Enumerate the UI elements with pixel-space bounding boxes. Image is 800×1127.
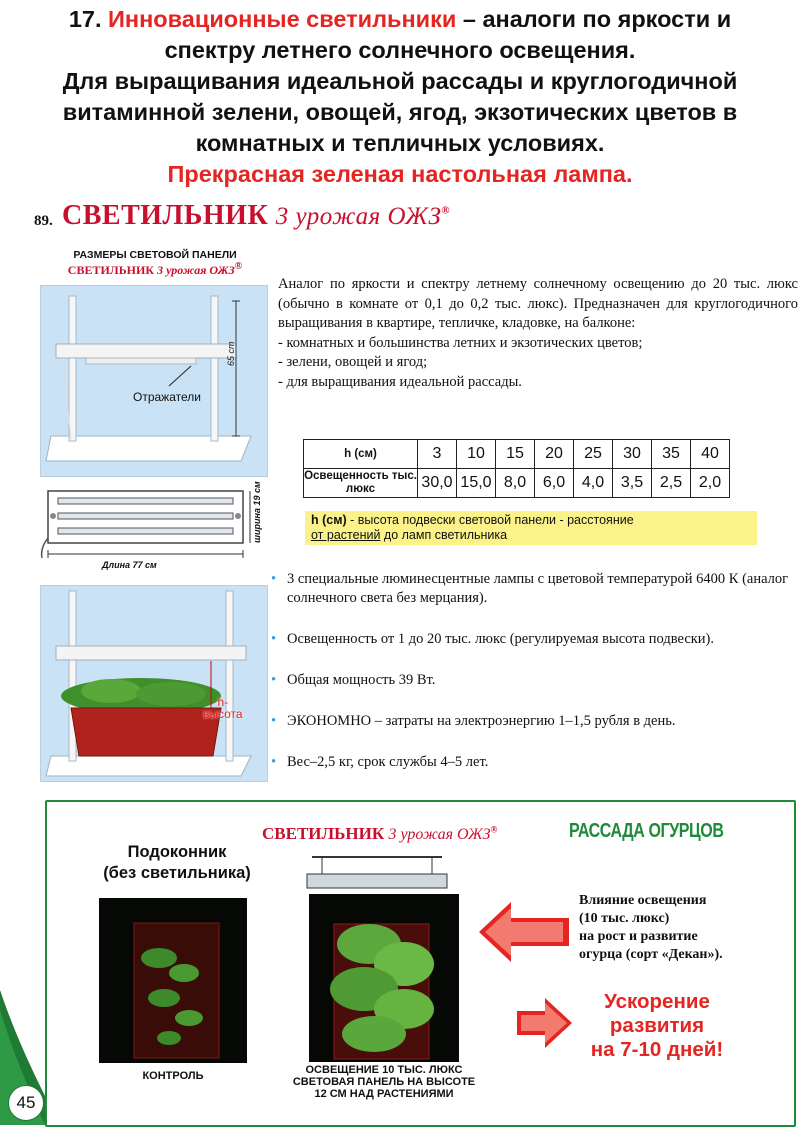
product-name-caps: СВЕТИЛЬНИК	[62, 200, 269, 231]
table-cell: 4,0	[574, 469, 613, 498]
table-header-illumination: Освещенность тыс. люкс	[304, 469, 418, 498]
lamp-illustration	[41, 286, 267, 476]
header-line-1	[0, 4, 800, 35]
table-cell: 25	[574, 440, 613, 469]
note-text-a: - высота подвески световой панели - расстояние	[350, 513, 634, 527]
height-dimension-label: 65 cm	[226, 341, 236, 366]
table-cell: 3,5	[613, 469, 652, 498]
product-description	[278, 275, 798, 392]
control-label: КОНТРОЛЬ	[142, 1070, 204, 1082]
description-text: Аналог по яркости и спектру летнему солнечному освещению до 20 тыс. люкс (обычно в комнате от 0,1 до 0,2 тыс. люкс). Предназначен для круглогодичного выращивания в квартире, тепличке, кладовке, на балконе:	[278, 276, 798, 331]
table-cell: 20	[535, 440, 574, 469]
lamp-panel-illustration	[302, 852, 452, 892]
control-seedlings-illustration	[99, 898, 247, 1063]
bullet-icon: •	[271, 631, 277, 647]
table-cell: 30,0	[418, 469, 457, 498]
note-term: h (см)	[311, 513, 347, 527]
lamp-panel-image	[302, 852, 452, 892]
table-cell: 2,0	[691, 469, 730, 498]
illumination-table	[303, 439, 730, 498]
header-number: 17.	[68, 6, 102, 32]
header-highlight: Инновационные светильники	[108, 6, 457, 32]
note-text-underlined: от растений	[311, 528, 381, 542]
product-name-script: 3 урожая ОЖЗ	[275, 203, 442, 230]
bullet-icon: •	[271, 672, 277, 688]
table-row	[304, 440, 730, 469]
table-cell: 40	[691, 440, 730, 469]
height-note	[305, 511, 757, 545]
table-cell: 10	[457, 440, 496, 469]
lit-caption: ОСВЕЩЕНИЕ 10 ТЫС. ЛЮКС СВЕТОВАЯ ПАНЕЛЬ НА ВЫСОТЕ 12 СМ НАД РАСТЕНИЯМИ	[292, 1064, 476, 1100]
experiment-title: РАССАДА ОГУРЦОВ	[569, 820, 724, 842]
header-subtitle: Прекрасная зеленая настольная лампа.	[167, 161, 633, 187]
bullet-icon: •	[271, 571, 277, 587]
dimensions-caption-line: РАЗМЕРЫ СВЕТОВОЙ ПАНЕЛИ	[73, 249, 237, 261]
description-item: - комнатных и большинства летних и экзотических цветов;	[278, 334, 643, 351]
registered-mark: ®	[441, 204, 451, 217]
height-h-label: h- высота	[203, 695, 243, 721]
left-arrow-icon	[479, 902, 569, 962]
bullet-icon: •	[271, 713, 277, 729]
table-cell: 15,0	[457, 469, 496, 498]
lit-photo	[309, 894, 459, 1062]
table-cell: 8,0	[496, 469, 535, 498]
width-dimension-label: ширина 19 см	[252, 481, 262, 543]
page-header	[0, 4, 800, 190]
reflectors-label: Отражатели	[133, 390, 201, 404]
dimensions-caption	[40, 249, 270, 276]
product-title	[62, 200, 450, 232]
header-line-3: Для выращивания идеальной рассады и круглогодичной	[62, 68, 738, 94]
table-cell: 3	[418, 440, 457, 469]
seedlings-illustration	[41, 586, 267, 781]
product-number: 89.	[34, 213, 53, 229]
lamp-dimensions-photo	[40, 285, 268, 477]
description-item: - зелени, овощей и ягод;	[278, 354, 428, 370]
table-header-height: h (см)	[304, 440, 418, 469]
list-item: • Вес–2,5 кг, срок службы 4–5 лет.	[271, 754, 489, 770]
table-cell: 6,0	[535, 469, 574, 498]
acceleration-text: Ускорение развития на 7-10 дней!	[590, 990, 724, 1061]
length-dimension-label: Длина 77 см	[102, 560, 157, 570]
table-cell: 2,5	[652, 469, 691, 498]
page-number: 45	[8, 1085, 44, 1121]
sill-heading: Подоконник (без светильника)	[103, 843, 251, 882]
influence-text: Влияние освещения (10 тыс. люкс) на рост и развитие огурца (сорт «Декан»).	[579, 893, 723, 962]
header-line-2: спектру летнего солнечного освещения.	[164, 37, 636, 63]
right-arrow-icon	[517, 998, 572, 1048]
experiment-lamp-title: СВЕТИЛЬНИК 3 урожая ОЖЗ®	[262, 824, 498, 843]
lit-seedlings-illustration	[309, 894, 459, 1062]
lamp-tubes-diagram	[40, 481, 270, 573]
table-cell: 30	[613, 440, 652, 469]
header-line-4: витаминной зелени, овощей, ягод, экзотических цветов в	[62, 99, 738, 125]
table-cell: 35	[652, 440, 691, 469]
bullet-icon: •	[271, 754, 277, 770]
header-line-1-rest: – аналоги по яркости и	[462, 6, 732, 32]
dimensions-caption-brand: СВЕТИЛЬНИК 3 урожая ОЖЗ®	[67, 261, 243, 277]
control-photo	[99, 898, 247, 1063]
table-cell: 15	[496, 440, 535, 469]
list-item: • Общая мощность 39 Вт.	[271, 672, 436, 688]
list-item: • 3 специальные люминесцентные лампы с цветовой температурой 6400 К (аналог солнечного света без мерцания).	[271, 571, 789, 606]
note-text-c: до ламп светильника	[383, 528, 508, 542]
lamp-seedlings-photo	[40, 585, 268, 782]
table-row	[304, 469, 730, 498]
cucumber-experiment-panel	[45, 800, 796, 1127]
feature-list	[268, 570, 793, 794]
list-item: • ЭКОНОМНО – затраты на электроэнергию 1–1,5 рубля в день.	[271, 713, 676, 729]
list-item: • Освещенность от 1 до 20 тыс. люкс (регулируемая высота подвески).	[271, 631, 715, 647]
description-item: - для выращивания идеальной рассады.	[278, 373, 522, 390]
header-line-5: комнатных и тепличных условиях.	[195, 130, 605, 156]
